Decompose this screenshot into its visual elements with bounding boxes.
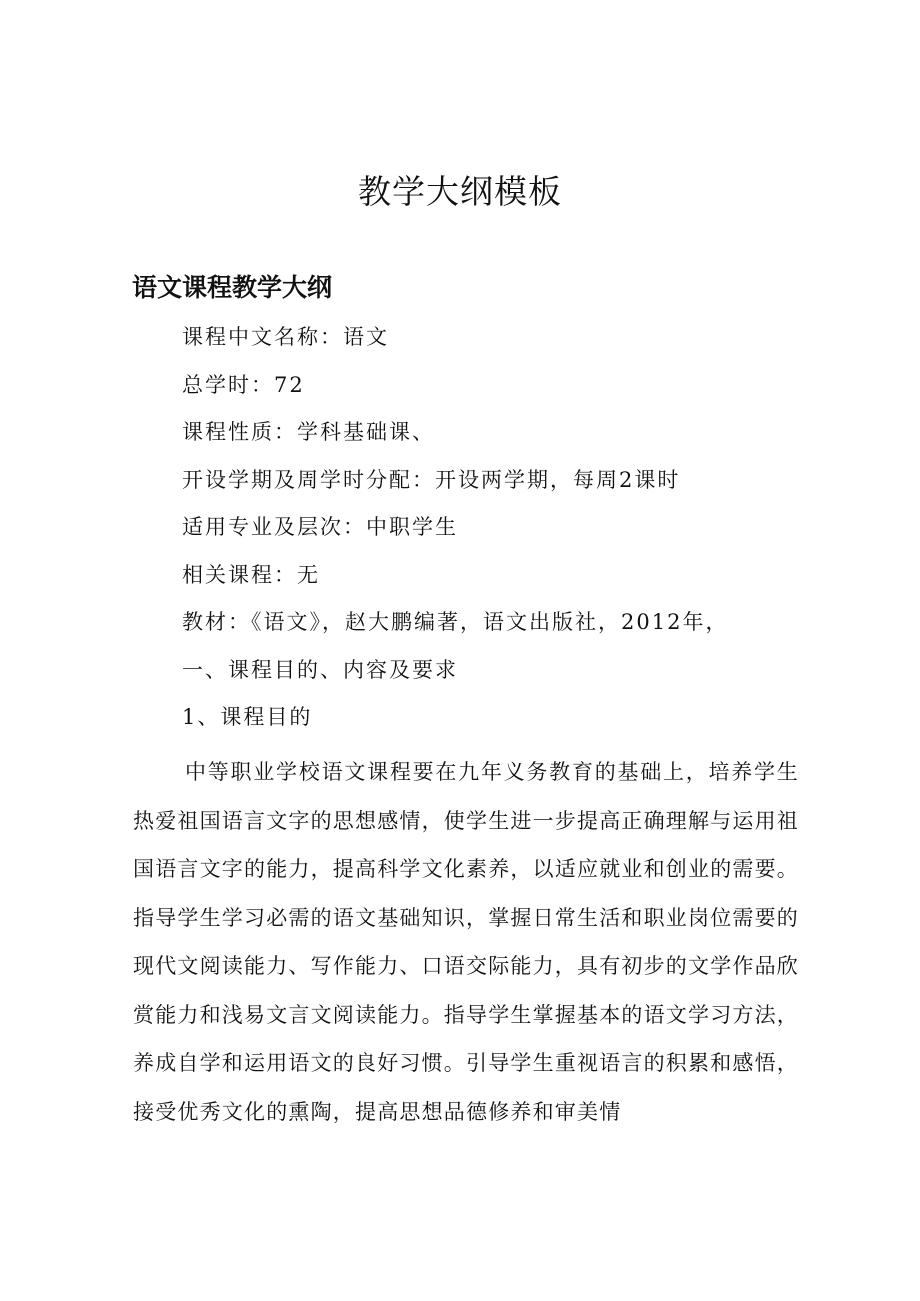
textbook-line: 教材：《语文》，赵大鹏编著，语文出版社，2012年， — [182, 610, 729, 634]
applicable-major-line: 适用专业及层次：中职学生 — [182, 515, 458, 539]
subsection-heading-1: 一、课程目的、内容及要求 — [182, 657, 458, 682]
course-nature-line: 课程性质：学科基础课、 — [182, 420, 435, 444]
course-info-list — [182, 314, 822, 742]
total-hours-line: 总学时：72 — [182, 372, 305, 397]
document-title: 教学大纲模板 — [358, 172, 562, 211]
subsection-heading-1-1: 1、课程目的 — [182, 705, 313, 729]
related-courses-line: 相关课程：无 — [182, 562, 320, 587]
semester-allocation-line: 开设学期及周学时分配：开设两学期，每周2课时 — [182, 467, 681, 492]
section-heading: 语文课程教学大纲 — [132, 273, 333, 302]
course-purpose-paragraph: 中等职业学校语文课程要在九年义务教育的基础上，培养学生热爱祖国语言文字的思想感情，使学生进一步提高正确理解与运用祖国语言文字的能力，提高科学文化素养，以适应就业和创业的需要。指导学生学习必需的语文基础知识，掌握日常生活和职业岗位需要的现代文阅读能力、写作能力、口语交际能力，具有初步的文学作品欣赏能力和浅易文言文阅读能力。指导学生掌握基本的语文学习方法，养成自学和运用语文的良好习惯。引导学生重视语言的积累和感悟，接受优秀文化的熏陶，提高思想品德修养和审美情 — [133, 760, 799, 1124]
course-name-line: 课程中文名称：语文 — [182, 325, 389, 349]
